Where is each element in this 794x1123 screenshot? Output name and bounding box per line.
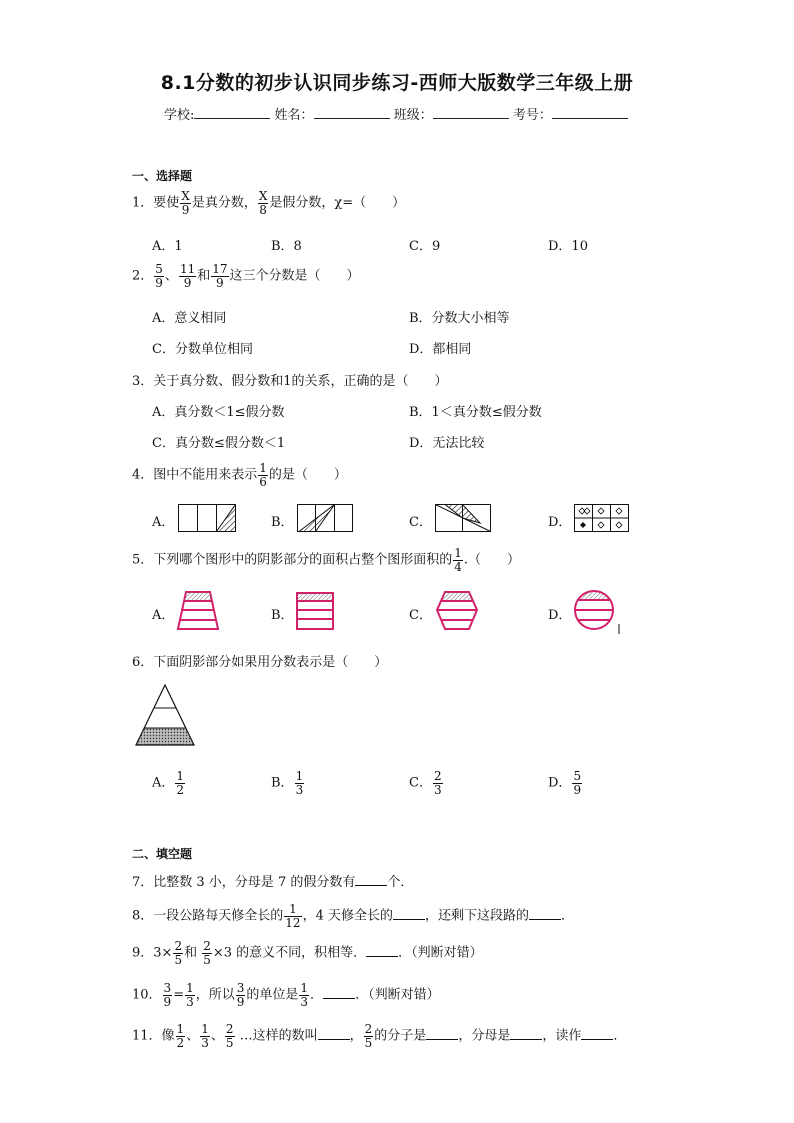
q4-figure-a[interactable] [178,504,238,534]
q2-fraction-c: $\frac{17}{9}$ [212,262,228,290]
student-info [164,104,628,123]
q1-text-1: 是真分数， [191,195,257,211]
q2-fraction-b: $\frac{11}{9}$ [179,262,196,290]
q11-fraction-2: $\frac{1}{3}$ [201,1022,209,1050]
q1-prefix: 1．要使 [132,195,180,211]
q2-fraction-a: $\frac{5}{9}$ [155,262,163,290]
section-title-fill: 二、填空题 [132,847,193,861]
q5-tail: .（ ） [463,552,521,568]
q8-fraction: $\frac{1}{12}$ [285,902,301,930]
q2-tail: 这三个分数是（ ） [229,268,360,284]
q11-answer-blank-2[interactable] [426,1028,458,1040]
q11-fraction-4: $\frac{2}{5}$ [364,1022,373,1050]
q10-fraction-1: $\frac{3}{9}$ [163,981,172,1009]
q10-fraction-3: $\frac{3}{9}$ [236,981,245,1009]
exam-no-label: 考号： [512,108,552,123]
exam-no-blank[interactable] [552,106,628,119]
school-label: 学校: [164,108,195,123]
school-blank[interactable] [194,106,270,119]
q3-option-d[interactable]: D．无法比较 [409,436,485,451]
page-title: 8.1分数的初步认识同步练习-西师大版数学三年级上册 [160,72,634,94]
q1-fraction-1: $\frac{X}{9}$ [181,189,190,217]
question-7: 7．比整数 3 小，分母是 7 的假分数有 个． [132,875,414,890]
q2-sep-1: 、 [164,268,178,284]
q1-option-c[interactable]: C．9 [409,239,441,254]
question-2 [132,263,360,289]
q11-fraction-3: $\frac{2}{5}$ [225,1022,234,1050]
q5-figure-c[interactable] [435,590,481,632]
q4-option-c-label[interactable]: C． [409,515,432,530]
q2-option-a[interactable]: A．意义相同 [152,311,227,326]
question-10: 10． $\frac{3}{9}$ = $\frac{1}{3}$ ，所以 $\frac{3}{9}$ 的单位是 $\frac{1}{3}$ ． ．（判断对错） [132,981,440,1009]
question-9: 9．3× $\frac{2}{5}$ 和 $\frac{2}{5}$ ×3 的意义不同，积相等． ．（判断对错） [132,939,483,967]
q4-figure-b[interactable] [297,504,357,534]
class-blank[interactable] [433,106,509,119]
q8-answer-blank-1[interactable] [393,908,425,920]
question-8: 8．一段公路每天修全长的 $\frac{1}{12}$ ，4 天修全长的 ，还剩下这段路的 ． [132,902,574,930]
q11-answer-blank-3[interactable] [510,1028,542,1040]
q5-figure-b[interactable] [296,592,336,632]
question-6: 6．下面阴影部分如果用分数表示是（ ） [132,655,388,670]
q5-option-a-label[interactable]: A． [152,608,175,623]
q5-figure-d[interactable] [573,590,623,636]
name-blank[interactable] [314,106,390,119]
q1-option-b[interactable]: B．8 [271,239,302,254]
q2-sep-2: 和 [197,268,211,284]
q6-option-d[interactable]: D． $\frac{5}{9}$ [548,769,582,797]
question-1 [132,190,405,216]
q3-option-c[interactable]: C．真分数≤假分数＜1 [152,436,286,451]
q2-prefix: 2． [132,268,154,284]
q2-option-c[interactable]: C．分数单位相同 [152,342,253,357]
q5-option-d-label[interactable]: D． [548,608,572,623]
section-title-choice: 一、选择题 [132,169,193,183]
q2-option-b[interactable]: B．分数大小相等 [409,311,510,326]
q9-fraction-1: $\frac{2}{5}$ [174,939,183,967]
q4-fraction: $\frac{1}{6}$ [259,461,267,489]
q4-option-b-label[interactable]: B． [271,515,294,530]
q4-option-a-label[interactable]: A． [152,515,175,530]
q1-option-d[interactable]: D．10 [548,239,588,254]
q11-answer-blank-1[interactable] [318,1028,350,1040]
q8-answer-blank-2[interactable] [529,908,561,920]
question-11: 11．像 $\frac{1}{2}$ 、 $\frac{1}{3}$ 、 $\frac{2}{5}$ …这样的数叫 ， $\frac{2}{5}$ 的分子是 ，分母是 ，读作 ． [132,1022,627,1050]
q6-triangle-figure [134,683,200,749]
q1-text-2: 是假分数，χ=（ ） [269,195,406,211]
q5-figure-a[interactable] [176,590,222,632]
q10-fraction-4: $\frac{1}{3}$ [300,981,309,1009]
q4-figure-c[interactable] [435,504,495,534]
q7-answer-blank[interactable] [355,874,387,886]
q6-option-c[interactable]: C． $\frac{2}{3}$ [409,769,442,797]
question-5 [132,547,520,573]
class-label: 班级： [393,108,433,123]
q7-text: 7．比整数 3 小，分母是 7 的假分数有 [132,875,356,890]
q2-option-d[interactable]: D．都相同 [409,342,472,357]
q4-head: 4．图中不能用来表示 [132,467,258,483]
q5-fraction: $\frac{1}{4}$ [454,546,462,574]
q11-fraction-1: $\frac{1}{2}$ [176,1022,185,1050]
q3-option-b[interactable]: B．1＜真分数≤假分数 [409,405,542,420]
q8-text: 8．一段公路每天修全长的 [132,908,284,924]
q5-option-b-label[interactable]: B． [271,608,294,623]
q3-option-a[interactable]: A．真分数＜1≤假分数 [152,405,285,420]
q4-figure-d[interactable] [574,504,632,534]
q9-answer-blank[interactable] [366,945,398,957]
q9-fraction-2: $\frac{2}{5}$ [203,939,211,967]
q6-option-a[interactable]: A． $\frac{1}{2}$ [152,769,185,797]
name-label: 姓名： [274,108,314,123]
question-3: 3．关于真分数、假分数和1的关系，正确的是（ ） [132,374,448,389]
q11-answer-blank-4[interactable] [581,1028,613,1040]
q1-option-a[interactable]: A．1 [152,239,183,254]
q5-option-c-label[interactable]: C． [409,608,432,623]
q10-answer-blank[interactable] [323,987,355,999]
q4-option-d-label[interactable]: D． [548,515,572,530]
q6-option-b[interactable]: B． $\frac{1}{3}$ [271,769,304,797]
q1-fraction-2: $\frac{X}{8}$ [258,189,268,217]
q5-head: 5．下列哪个图形中的阴影部分的面积占整个图形面积的 [132,552,453,568]
question-4 [132,462,347,488]
q10-fraction-2: $\frac{1}{3}$ [186,981,194,1009]
q4-tail: 的是（ ） [268,467,347,483]
